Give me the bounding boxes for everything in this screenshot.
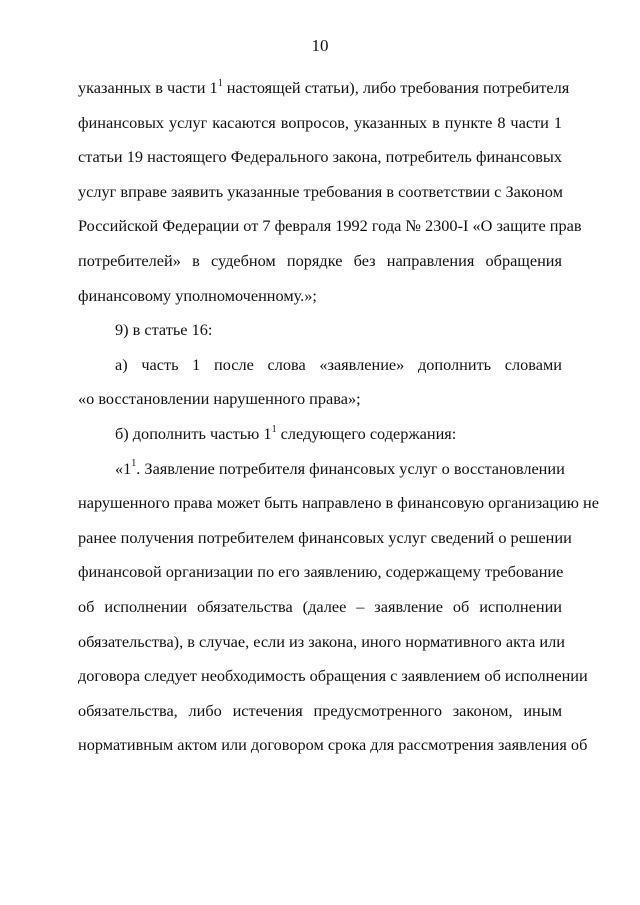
document-body [78, 71, 599, 763]
text-line: ранее получения потребителем финансовых услуг сведений о решении [78, 527, 572, 547]
text-line: нарушенного права может быть направлено в финансовую организацию не [78, 493, 599, 513]
text-line: Российской Федерации от 7 февраля 1992 года № 2300-I «О защите прав [78, 216, 582, 236]
text-line: об исполнении обязательства (далее – заявление об исполнении [78, 596, 562, 616]
text-line: 9) в статье 16: [115, 320, 213, 340]
text-line: «о восстановлении нарушенного права»; [78, 389, 361, 409]
text-line: нормативным актом или договором срока для рассмотрения заявления об [78, 735, 588, 755]
text-line: а) часть 1 после слова «заявление» дополнить словами [115, 354, 562, 374]
text-line: обязательства, либо истечения предусмотренного законом, иным [78, 700, 562, 720]
text-line: услуг вправе заявить указанные требования в соответствии с Законом [78, 181, 563, 201]
text-line: договора следует необходимость обращения с заявлением об исполнении [78, 666, 588, 686]
text-line: финансовой организации по его заявлению, содержащему требование [78, 562, 564, 582]
text-line: обязательства), в случае, если из закона, иного нормативного акта или [78, 631, 565, 651]
text-line: статьи 19 настоящего Федерального закона, потребитель финансовых [78, 147, 562, 167]
page-number: 10 [311, 36, 329, 55]
text-line: финансовому уполномоченному.»; [78, 285, 317, 305]
text-line: потребителей» в судебном порядке без направления обращения [78, 250, 562, 270]
text-line: указанных в части $1^1$ настоящей статьи), либо требования потребителя [78, 77, 570, 97]
text-line: финансовых услуг касаются вопросов, указанных в пункте 8 части 1 [78, 112, 562, 132]
text-line: б) дополнить частью $1^1$ следующего содержания: [115, 423, 457, 443]
text-line: «$1^1$. Заявление потребителя финансовых услуг о восстановлении [115, 458, 565, 478]
